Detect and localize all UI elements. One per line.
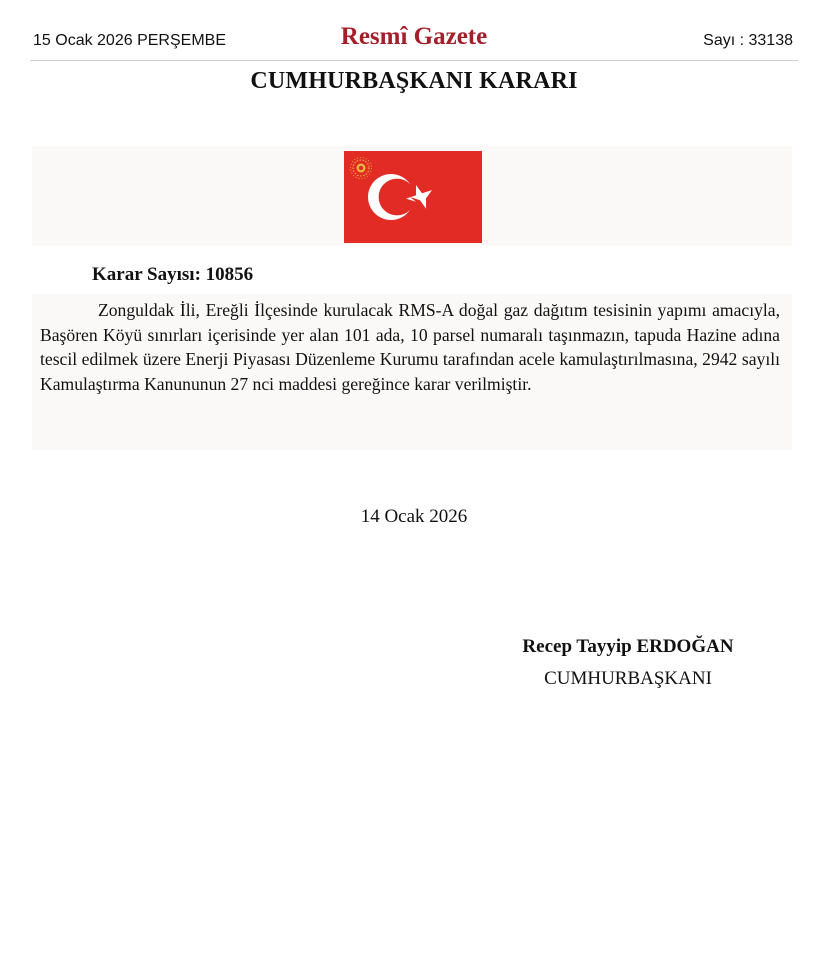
section-title: CUMHURBAŞKANI KARARI <box>250 68 578 94</box>
decision-number: Karar Sayısı: 10856 <box>92 264 254 285</box>
publication-date: 15 Ocak 2026 PERŞEMBE <box>33 32 226 49</box>
gazette-header <box>30 22 798 61</box>
issue-number: Sayı : 33138 <box>703 32 793 49</box>
signature-date: 14 Ocak 2026 <box>360 506 468 527</box>
turkish-flag-icon <box>344 151 482 243</box>
signer-title: CUMHURBAŞKANI <box>544 668 712 689</box>
signer-name: Recep Tayyip ERDOĞAN <box>522 636 734 657</box>
decision-text: Zonguldak İli, Ereğli İlçesinde kurulacak RMS-A doğal gaz dağıtım tesisinin yapımı amacıyla, Başören Köyü sınırları içerisinde yer alan 101 ada, 10 parsel numaralı taşınmazın, tapuda Hazine adına tescil edilmek üzere Enerji Piyasası Düzenleme Kurumu tarafından acele kamulaştırılmasına, 2942 sayılı Kamulaştırma Kanununun 27 nci maddesi gereğince karar verilmiştir. <box>40 300 780 394</box>
gazette-title: Resmî Gazete <box>340 23 488 50</box>
